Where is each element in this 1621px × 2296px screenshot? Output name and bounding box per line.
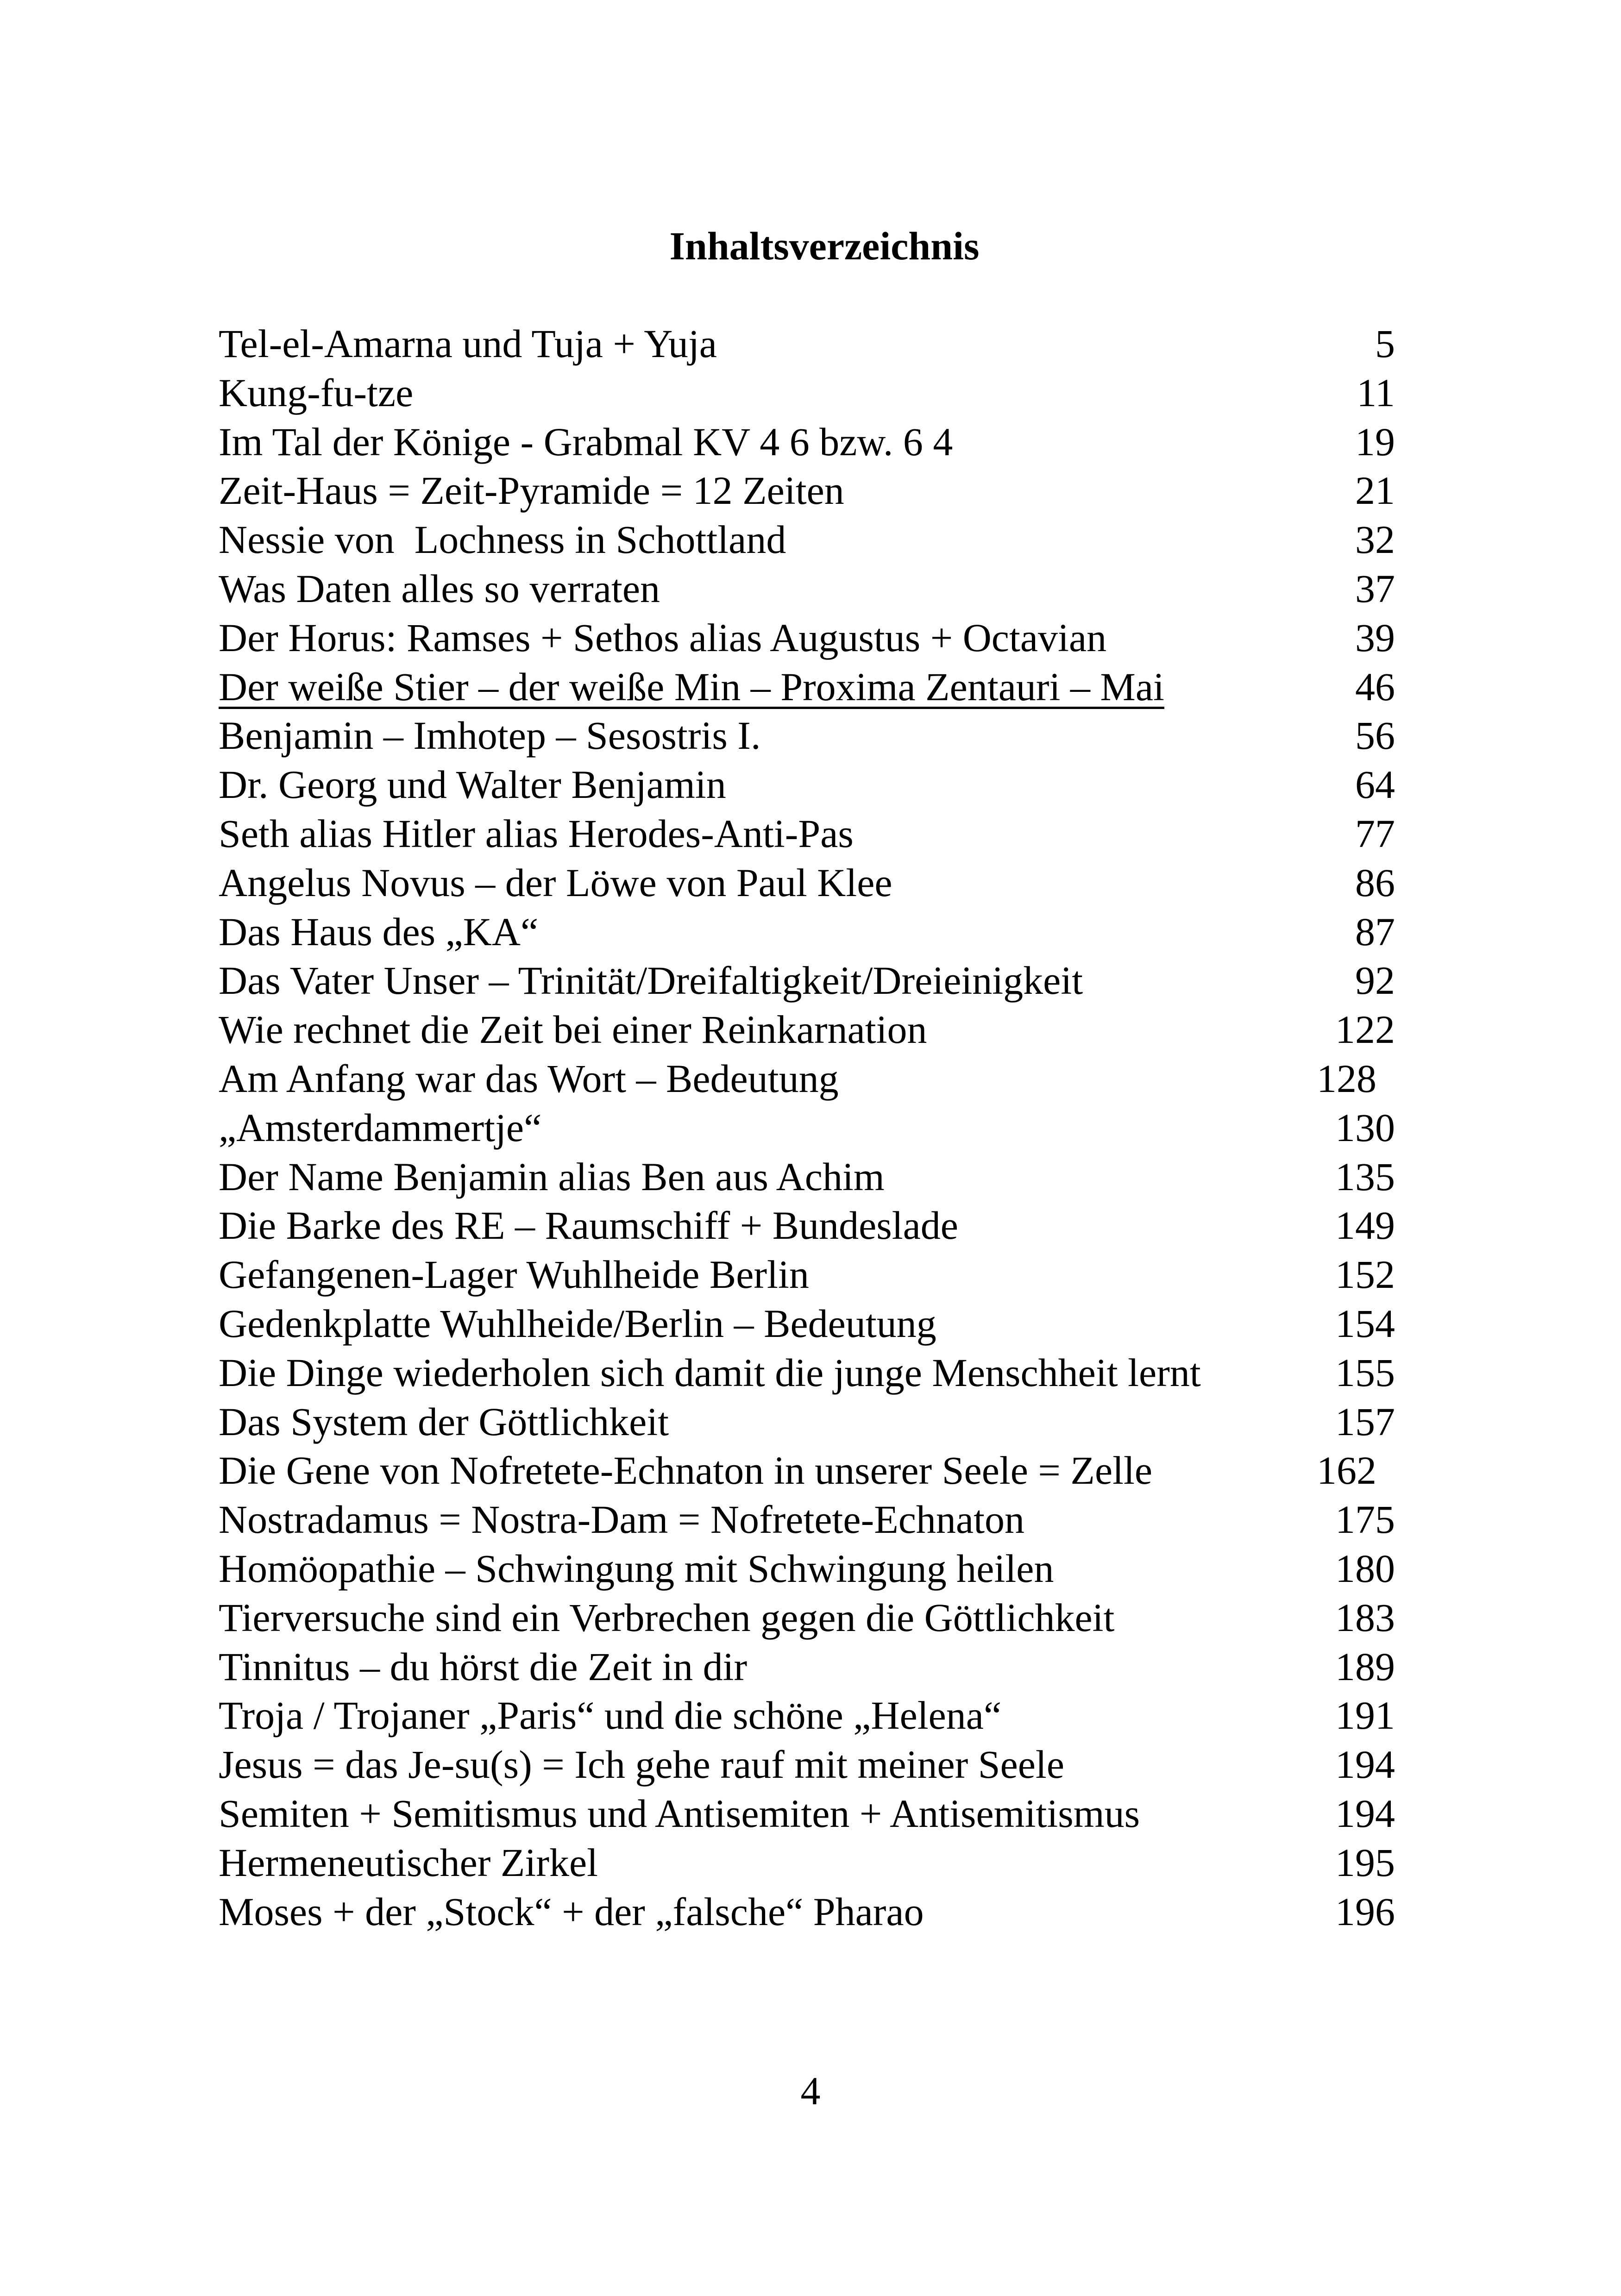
toc-entry [219,614,1423,663]
toc-entry-title: Tierversuche sind ein Verbrechen gegen die Göttlichkeit [219,1595,1115,1640]
toc-entry-title: Benjamin – Imhotep – Sesostris I. [219,713,761,758]
toc-entry-page: 183 [1335,1595,1395,1640]
toc-entry [219,565,1423,614]
toc-entry-page: 175 [1335,1497,1395,1542]
toc-entry-title: Die Dinge wiederholen sich damit die junge Menschheit lernt [219,1350,1201,1395]
toc-entry-page: 56 [1355,713,1395,758]
toc-entry-page: 86 [1355,860,1395,905]
toc-entry-title: Gefangenen-Lager Wuhlheide Berlin [219,1252,809,1297]
toc-entry-title: Kung-fu-tze [219,370,414,415]
toc-entry-page: 155 [1335,1350,1395,1395]
toc-entry [219,1299,1423,1349]
toc-entry-page: 189 [1335,1644,1395,1689]
toc-entry-title: Tel-el-Amarna und Tuja + Yuja [219,321,717,366]
toc-entry [219,1643,1423,1692]
toc-entry-title: Nessie von Lochness in Schottland [219,517,786,562]
toc-entry-title: Homöopathie – Schwingung mit Schwingung heilen [219,1546,1054,1591]
toc-entry [219,1153,1423,1202]
toc-entry-page: 21 [1355,468,1395,513]
toc-entry-page: 32 [1355,517,1395,562]
toc-entry-page: 130 [1335,1105,1395,1150]
toc-entry [219,908,1423,957]
toc-entry-page: 195 [1335,1840,1395,1885]
toc-entry-title: Am Anfang war das Wort – Bedeutung [219,1056,839,1101]
toc-entry-title: Semiten + Semitismus und Antisemiten + Antisemitismus [219,1791,1140,1836]
toc-entry-title: Moses + der „Stock“ + der „falsche“ Pharao [219,1889,924,1934]
toc-entry-page: 191 [1335,1693,1395,1738]
toc-entry [219,1104,1423,1153]
toc-entry [219,1250,1423,1299]
toc-entry [219,711,1423,760]
toc-entry [219,320,1423,369]
toc-entry-title: Wie rechnet die Zeit bei einer Reinkarnation [219,1007,927,1052]
toc-entry [219,1691,1423,1740]
toc-entry [219,1789,1423,1838]
toc-entry-page: 149 [1335,1203,1395,1248]
toc-entry-page: 77 [1355,811,1395,856]
toc-entry-page: 196 [1335,1889,1395,1934]
page-number: 4 [800,2069,821,2113]
toc-entry-title: Jesus = das Je-su(s) = Ich gehe rauf mit meiner Seele [219,1742,1064,1787]
toc-entry-title: Das System der Göttlichkeit [219,1399,669,1444]
toc-entry-title: „Amsterdammertje“ [219,1105,542,1150]
toc-entry [219,663,1423,712]
toc-entry [219,1446,1423,1495]
toc-entry-title: Zeit-Haus = Zeit-Pyramide = 12 Zeiten [219,468,844,513]
toc-entry [219,1838,1423,1888]
toc-entry-title: Gedenkplatte Wuhlheide/Berlin – Bedeutung [219,1301,936,1346]
toc-entry-page: 64 [1355,762,1395,807]
toc-entry-page: 122 [1335,1007,1395,1052]
toc-entry-page: 152 [1335,1252,1395,1297]
toc-entry-page: 180 [1335,1546,1395,1591]
toc-entry-page: 128 [1317,1056,1376,1101]
toc-entry [219,1593,1423,1643]
toc-entry-title: Hermeneutischer Zirkel [219,1840,598,1885]
toc-entry [219,418,1423,467]
toc-entry [219,466,1423,515]
toc-entry [219,760,1423,809]
toc-entry-page: 194 [1335,1742,1395,1787]
toc-entry-page: 39 [1355,615,1395,660]
toc-entry [219,1201,1423,1250]
toc-entry-title: Seth alias Hitler alias Herodes-Anti-Pas [219,811,854,856]
toc-entry [219,1495,1423,1544]
toc-entry [219,1888,1423,1937]
table-of-contents [219,320,1423,1936]
toc-entry-title: Das Haus des „KA“ [219,909,539,954]
toc-entry [219,1544,1423,1593]
toc-entry-page: 19 [1355,419,1395,464]
toc-entry [219,1005,1423,1054]
toc-entry-title: Troja / Trojaner „Paris“ und die schöne „Helena“ [219,1693,1002,1738]
toc-entry-page: 157 [1335,1399,1395,1444]
toc-entry-title: Was Daten alles so verraten [219,566,660,611]
toc-entry [219,1054,1423,1104]
toc-entry-title: Die Barke des RE – Raumschiff + Bundeslade [219,1203,958,1248]
toc-entry [219,809,1423,859]
toc-entry-page: 5 [1375,321,1395,366]
toc-entry [219,1349,1423,1398]
toc-entry [219,515,1423,565]
toc-entry-page: 87 [1355,909,1395,954]
toc-entry-title: Im Tal der Könige - Grabmal KV 4 6 bzw. 6 4 [219,419,953,464]
toc-entry [219,369,1423,418]
toc-entry-title: Der Name Benjamin alias Ben aus Achim [219,1154,885,1199]
toc-entry [219,1398,1423,1447]
toc-entry-page: 11 [1357,370,1395,415]
toc-entry [219,1740,1423,1789]
toc-entry [219,956,1423,1005]
toc-entry-page: 37 [1355,566,1395,611]
toc-entry-title: Tinnitus – du hörst die Zeit in dir [219,1644,748,1689]
toc-entry-page: 194 [1335,1791,1395,1836]
toc-entry-title: Das Vater Unser – Trinität/Dreifaltigkeit/Dreieinigkeit [219,958,1083,1003]
toc-entry-page: 162 [1317,1448,1376,1493]
toc-entry-page: 46 [1355,664,1395,709]
toc-entry [219,859,1423,908]
toc-entry-title: Dr. Georg und Walter Benjamin [219,762,726,807]
toc-entry-page: 154 [1335,1301,1395,1346]
toc-entry-title: Der weiße Stier – der weiße Min – Proxima Zentauri – Mai [219,664,1164,709]
toc-entry-page: 92 [1355,958,1395,1003]
toc-entry-page: 135 [1335,1154,1395,1199]
toc-entry-title: Nostradamus = Nostra-Dam = Nofretete-Echnaton [219,1497,1024,1542]
page-title: Inhaltsverzeichnis [669,224,980,268]
toc-entry-title: Der Horus: Ramses + Sethos alias Augustus + Octavian [219,615,1107,660]
toc-entry-title: Die Gene von Nofretete-Echnaton in unserer Seele = Zelle [219,1448,1153,1493]
toc-entry-title: Angelus Novus – der Löwe von Paul Klee [219,860,892,905]
